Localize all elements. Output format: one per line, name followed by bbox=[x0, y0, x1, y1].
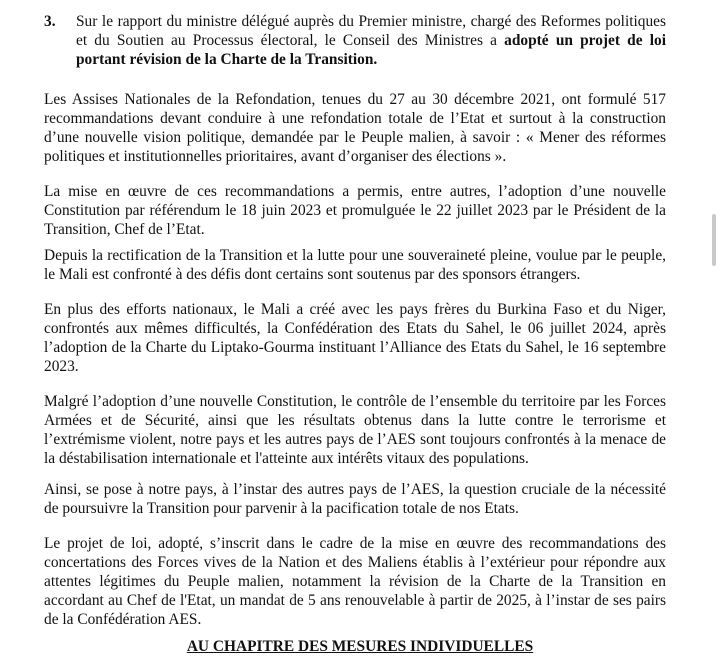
item-number: 3. bbox=[44, 13, 56, 30]
paragraph-constitution: La mise en œuvre de ces recommandations a permis, entre autres, l’adoption d’une nouvelle Constitution par référendum le 18 juin 2023 et promulguée le 22 juillet 2023 par le Président de la Transition, Chef de l’Etat. bbox=[44, 183, 666, 238]
paragraph-menace: Malgré l’adoption d’une nouvelle Constitution, le contrôle de l’ensemble du territoire par les Forces Armées et de Sécurité, ainsi que les résultats obtenus dans la lutte contre le terrorisme et l’extrémisme violent, notre pays et les autres pays de l’AES sont toujours confrontés à la menace de la déstabilisation internationale et l'atteinte aux intérêts vitaux des populations. bbox=[44, 393, 666, 467]
paragraph-transition: Ainsi, se pose à notre pays, à l’instar des autres pays de l’AES, la question cruciale de la nécessité de poursuivre la Transition pour parvenir à la pacification totale de nos Etats. bbox=[44, 481, 666, 517]
paragraph-confederation: En plus des efforts nationaux, le Mali a créé avec les pays frères du Burkina Faso et du Niger, confrontés aux mêmes difficultés, la Confédération des Etats du Sahel, le 06 juillet 2024, après l’adoption de la Charte du Liptako-Gourma instituant l’Alliance des Etats du Sahel, le 16 septembre 2023. bbox=[44, 301, 666, 375]
paragraph-assises: Les Assises Nationales de la Refondation, tenues du 27 au 30 décembre 2021, ont formulé 517 recommandations devant conduire à une refondation totale de l’Etat et surtout à la construction d’une nouvelle vision politique, demandée par le Peuple malien, à savoir : « Mener des réformes politiques et institutionnelles prioritaires, avant d’organiser des élections ». bbox=[44, 91, 666, 165]
paragraph-projet-de-loi: Le projet de loi, adopté, s’inscrit dans le cadre de la mise en œuvre des recommandations des concertations des Forces vives de la Nation et des Maliens établis à l’extérieur pour répondre aux attentes légitimes du Peuple malien, notamment la révision de la Charte de la Transition en accordant au Chef de l'Etat, un mandat de 5 ans renouvelable à partir de 2025, à l’instar de ses pairs de la Confédération AES. bbox=[44, 535, 666, 628]
item-text bbox=[76, 12, 666, 69]
section-heading: AU CHAPITRE DES MESURES INDIVIDUELLES bbox=[186, 638, 534, 655]
scrollbar[interactable] bbox=[712, 214, 716, 266]
paragraph-defis: Depuis la rectification de la Transition et la lutte pour une souveraineté pleine, voulue par le peuple, le Mali est confronté à des défis dont certains sont soutenus par des sponsors étrangers. bbox=[44, 247, 666, 283]
agenda-item-3 bbox=[44, 12, 666, 69]
item-text-intro: Sur le rapport du ministre délégué auprès du Premier ministre, chargé des Reformes politiques et du Soutien au Processus électoral, le Conseil des Ministres a bbox=[76, 13, 666, 49]
item-text-bold: adopté un projet de loi portant révision de la Charte de la Transition. bbox=[76, 32, 666, 68]
